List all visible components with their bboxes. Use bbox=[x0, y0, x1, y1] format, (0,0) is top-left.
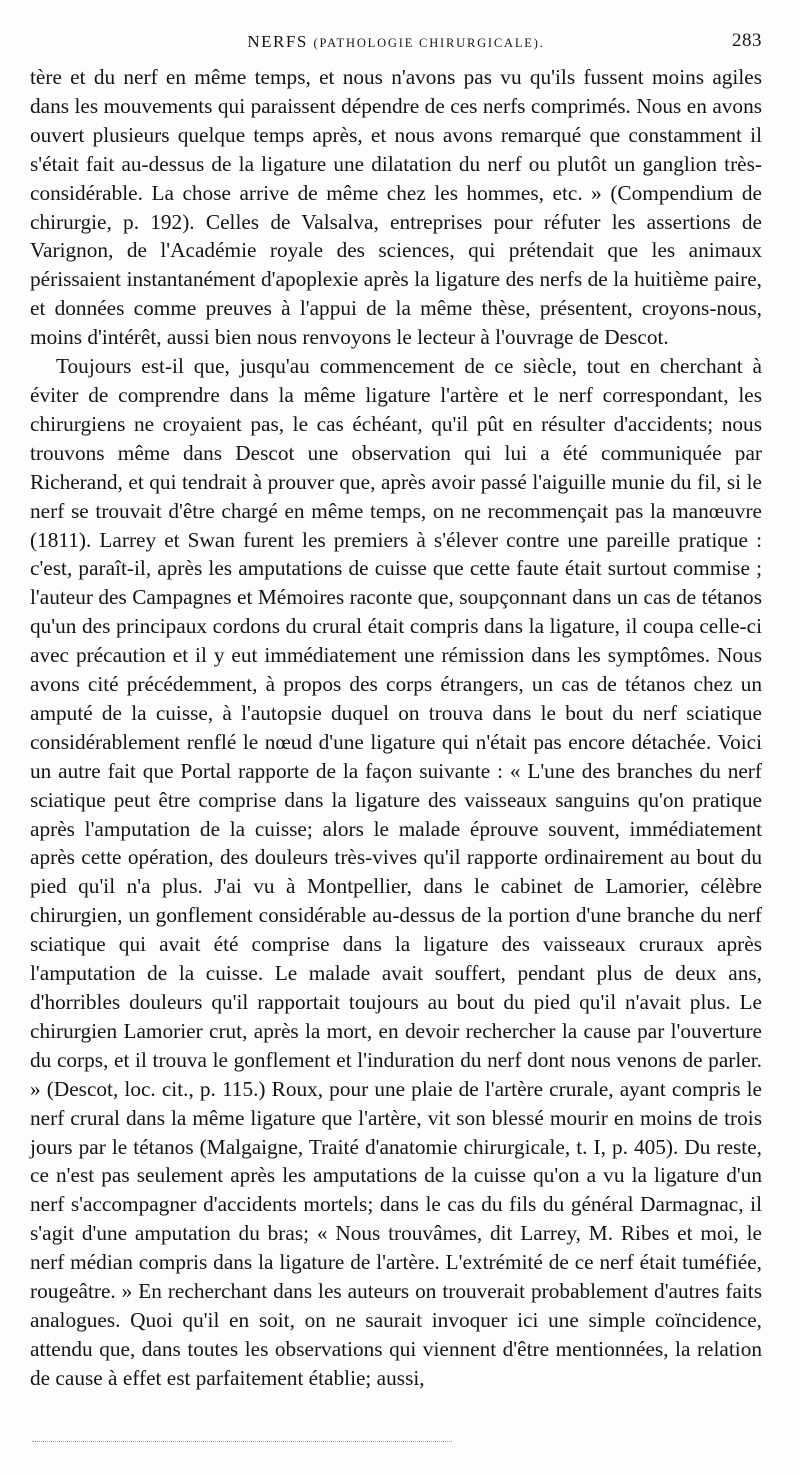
page-bottom-rule bbox=[32, 1441, 452, 1442]
running-head-title: NERFS bbox=[247, 32, 308, 51]
running-head-subtitle: (PATHOLOGIE CHIRURGICALE). bbox=[313, 36, 545, 50]
page-number: 283 bbox=[732, 30, 762, 51]
page-header bbox=[30, 30, 762, 60]
body-text bbox=[30, 63, 762, 1393]
paragraph: Toujours est-il que, jusqu'au commencement de ce siècle, tout en cherchant à éviter de comprendre dans la même ligature l'artère et le nerf correspondant, les chirurgiens ne croyaient pas, le cas échéant, qu'il pût en résulter d'accidents; nous trouvons même dans Descot une observation qui lui a été communiquée par Richerand, et qui tendrait à prouver que, après avoir passé l'aiguille munie du fil, si le nerf se trouvait d'être chargé en même temps, on ne recommençait pas la manœuvre (1811). Larrey et Swan furent les premiers à s'élever contre une pareille pratique : c'est, paraît-il, après les amputations de cuisse que cette faute était surtout commise ; l'auteur des Campagnes et Mémoires raconte que, soupçonnant dans un cas de tétanos qu'un des principaux cordons du crural était compris dans la ligature, il coupa celle-ci avec précaution et il y eut immédiatement une rémission dans les symptômes. Nous avons cité précédemment, à propos des corps étrangers, un cas de tétanos chez un amputé de la cuisse, à l'autopsie duquel on trouva dans le bout du nerf sciatique considérablement renflé le nœud d'une ligature qui n'était pas encore détachée. Voici un autre fait que Portal rapporte de la façon suivante : « L'une des branches du nerf sciatique peut être comprise dans la ligature des vaisseaux sanguins qu'on pratique après l'amputation de la cuisse; alors le malade éprouve souvent, immédiatement après cette opération, des douleurs très-vives qu'il rapporte ordinairement au bout du pied qu'il n'a plus. J'ai vu à Montpellier, dans le cabinet de Lamorier, célèbre chirurgien, un gonflement considérable au-dessus de la portion d'une branche du nerf sciatique qui avait été comprise dans la ligature des vaisseaux cruraux après l'amputation de la cuisse. Le malade avait souffert, pendant plus de deux ans, d'horribles douleurs qu'il rapportait toujours au bout du pied qu'il n'avait plus. Le chirurgien Lamorier crut, après la mort, en devoir rechercher la cause par l'ouverture du corps, et il trouva le gonflement et l'induration du nerf dont nous venons de parler. » (Descot, loc. cit., p. 115.) Roux, pour une plaie de l'artère crurale, ayant compris le nerf crural dans la même ligature que l'artère, vit son blessé mourir en moins de trois jours par le tétanos (Malgaigne, Traité d'anatomie chirurgicale, t. I, p. 405). Du reste, ce n'est pas seulement après les amputations de la cuisse qu'on a vu la ligature d'un nerf s'accompagner d'accidents mortels; dans le cas du fils du général Darmagnac, il s'agit d'une amputation du bras; « Nous trouvâmes, dit Larrey, M. Ribes et moi, le nerf médian compris dans la ligature de l'artère. L'extrémité de ce nerf était tuméfiée, rougeâtre. » En recherchant dans les auteurs on trouverait probablement d'autres faits analogues. Quoi qu'il en soit, on ne saurait invoquer ici une simple coïncidence, attendu que, dans toutes les observations qui viennent d'être mentionnées, la relation de cause à effet est parfaitement établie; aussi, bbox=[30, 354, 762, 1390]
running-head bbox=[30, 32, 762, 52]
paragraph-continued: tère et du nerf en même temps, et nous n'avons pas vu qu'ils fussent moins agiles dans les mouvements qui paraissent dépendre de ces nerfs comprimés. Nous en avons ouvert plusieurs quelque temps après, et nous avons remarqué que constamment il s'était fait au-dessus de la ligature une dilatation du nerf ou plutôt un ganglion très-considérable. La chose arrive de même chez les hommes, etc. » (Compendium de chirurgie, p. 192). Celles de Valsalva, entreprises pour réfuter les assertions de Varignon, de l'Académie royale des sciences, qui prétendait que les animaux périssaient instantanément d'apoplexie après la ligature des nerfs de la huitième paire, et données comme preuves à l'appui de la même thèse, présentent, croyons-nous, moins d'intérêt, aussi bien nous renvoyons le lecteur à l'ouvrage de Descot. bbox=[30, 65, 762, 350]
